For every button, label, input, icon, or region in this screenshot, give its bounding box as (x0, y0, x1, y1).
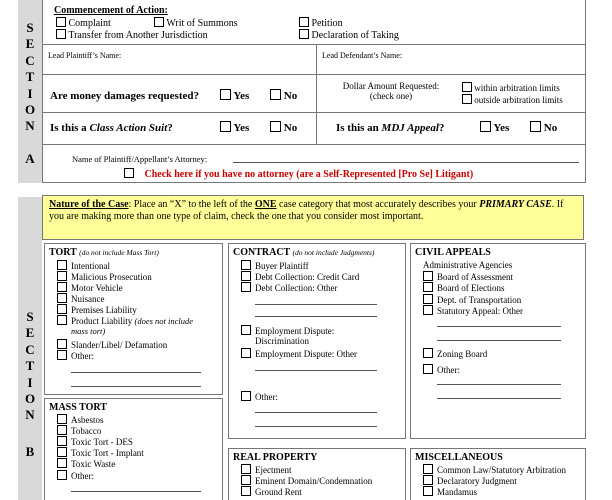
divider (42, 144, 586, 145)
option-transfer[interactable] (56, 29, 208, 41)
civil-appeals-item-zoning[interactable] (423, 348, 487, 360)
mass-tort-panel (44, 398, 223, 500)
miscellaneous-panel (410, 448, 586, 500)
letter-gap (18, 424, 42, 444)
mdj-appeal-question (336, 122, 444, 134)
checkbox[interactable] (241, 325, 251, 335)
checkbox[interactable] (57, 282, 67, 292)
question-emphasis: MDJ Appeal (381, 122, 439, 134)
contract-line[interactable] (255, 426, 377, 427)
checkbox[interactable] (241, 260, 251, 270)
class-action-no-option[interactable] (270, 121, 297, 134)
checkbox[interactable] (56, 17, 66, 27)
item-label: Debt Collection: Other (255, 283, 338, 293)
checkbox[interactable] (57, 470, 67, 480)
mass-tort-item-other[interactable] (57, 470, 94, 482)
letter: C (25, 52, 35, 68)
option-complaint[interactable] (56, 17, 111, 29)
checkbox[interactable] (270, 89, 281, 100)
within-limits-label: within arbitration limits (474, 83, 560, 93)
checkbox[interactable] (57, 458, 67, 468)
checkbox[interactable] (241, 464, 251, 474)
checkbox[interactable] (241, 486, 251, 496)
checkbox[interactable] (57, 425, 67, 435)
civil-appeals-panel (410, 243, 586, 439)
item-label: Eminent Domain/Condemnation (255, 476, 373, 486)
checkbox[interactable] (124, 168, 134, 178)
section-a-sidebar (18, 0, 42, 183)
checkbox[interactable] (57, 414, 67, 424)
item-label: Slander/Libel/ Defamation (71, 340, 168, 350)
nature-emphasis: ONE (254, 199, 277, 210)
option-writ-of-summons[interactable] (154, 17, 238, 29)
item-label: Ground Rent (255, 487, 302, 497)
tort-product-note-cont: mass tort) (71, 326, 106, 336)
checkbox[interactable] (299, 29, 309, 39)
nature-emphasis: PRIMARY CASE (479, 199, 552, 210)
option-label: Writ of Summons (166, 18, 238, 29)
money-yes-option[interactable] (220, 89, 249, 102)
yes-label: Yes (493, 122, 510, 134)
question-mark: ? (167, 122, 173, 134)
checkbox[interactable] (423, 271, 433, 281)
item-label: Statutory Appeal: Other (437, 306, 523, 316)
pro-se-label: Check here if you have no attorney (are a Self-Represented [Pro Se] Litigant) (144, 169, 474, 180)
letter: N (25, 118, 35, 134)
tort-other-line[interactable] (71, 386, 201, 387)
checkbox[interactable] (220, 121, 231, 132)
checkbox[interactable] (270, 121, 281, 132)
divider (316, 74, 317, 112)
nature-text: : Place an “X” to the left of the (128, 199, 255, 210)
yes-label: Yes (233, 90, 250, 102)
within-limits-option[interactable] (462, 82, 560, 93)
checkbox[interactable] (57, 436, 67, 446)
panel-title-text: CONTRACT (233, 247, 291, 258)
item-label: Toxic Tort - Implant (71, 448, 144, 458)
checkbox[interactable] (423, 348, 433, 358)
item-label: Other: (437, 365, 460, 375)
letter-gap (18, 135, 42, 151)
lead-defendant-label: Lead Defendant’s Name: (322, 51, 402, 60)
contract-item[interactable] (241, 282, 337, 294)
item-label: Dept. of Transportation (437, 295, 522, 305)
civil-appeals-title: CIVIL APPEALS (415, 247, 491, 258)
letter: I (27, 85, 33, 101)
commencement-heading: Commencement of Action: (54, 5, 168, 16)
contract-title (233, 247, 374, 258)
mass-tort-other-line[interactable] (71, 491, 201, 492)
item-label: Buyer Plaintiff (255, 261, 309, 271)
contract-line[interactable] (255, 304, 377, 305)
item-label: Declaratory Judgment (437, 476, 517, 486)
checkbox[interactable] (57, 315, 67, 325)
divider (316, 112, 317, 144)
section-a-vertical-label (18, 20, 42, 167)
item-label: Employment Dispute: Other (255, 349, 357, 359)
tort-panel (44, 243, 223, 395)
letter: E (25, 325, 35, 341)
contract-panel (228, 243, 406, 439)
checkbox[interactable] (241, 282, 251, 292)
real-property-title: REAL PROPERTY (233, 452, 318, 463)
divider (42, 44, 586, 45)
nature-text: case category that most accurately describes your (276, 199, 480, 210)
mdj-no-option[interactable] (530, 121, 557, 134)
item-label: Asbestos (71, 415, 104, 425)
letter: I (27, 374, 33, 390)
pro-se-option[interactable] (124, 168, 473, 180)
item-label: Toxic Waste (71, 459, 116, 469)
option-label: Petition (311, 18, 343, 29)
checkbox[interactable] (423, 282, 433, 292)
checkbox[interactable] (462, 94, 472, 104)
tort-other-line[interactable] (71, 372, 201, 373)
contract-line[interactable] (255, 412, 377, 413)
civil-appeals-item[interactable] (423, 305, 523, 317)
checkbox[interactable] (220, 89, 231, 100)
divider (42, 74, 586, 75)
checkbox[interactable] (56, 29, 66, 39)
item-label: Other: (255, 392, 278, 402)
checkbox[interactable] (423, 475, 433, 485)
money-no-option[interactable] (270, 89, 297, 102)
checkbox[interactable] (57, 271, 67, 281)
checkbox[interactable] (57, 350, 67, 360)
contract-line[interactable] (255, 370, 377, 371)
contract-employment-discrimination-cont: Discrimination (255, 336, 309, 346)
checkbox[interactable] (423, 464, 433, 474)
no-label: No (543, 122, 558, 134)
item-label: Other: (71, 351, 94, 361)
item-label: Mandamus (437, 487, 477, 497)
section-b-vertical-label (18, 309, 42, 460)
item-label: Common Law/Statutory Arbitration (437, 465, 566, 475)
checkbox[interactable] (57, 304, 67, 314)
section-b-sidebar (18, 197, 42, 500)
item-label: Intentional (71, 261, 110, 271)
panel-note: (do not include Judgments) (292, 248, 375, 257)
divider (42, 112, 586, 113)
class-action-yes-option[interactable] (220, 121, 249, 134)
checkbox[interactable] (423, 486, 433, 496)
checkbox[interactable] (241, 348, 251, 358)
option-label: Transfer from Another Jurisdiction (68, 30, 208, 41)
letter: B (25, 443, 35, 459)
nature-title: Nature of the Case (49, 199, 129, 210)
nature-of-case-banner (42, 195, 584, 240)
panel-title-text: TORT (49, 247, 77, 258)
item-label: Nuisance (71, 294, 105, 304)
checkbox[interactable] (57, 447, 67, 457)
lead-plaintiff-label: Lead Plaintiff’s Name: (48, 51, 122, 60)
miscellaneous-item[interactable] (423, 486, 477, 498)
checkbox[interactable] (299, 17, 309, 27)
checkbox[interactable] (423, 305, 433, 315)
option-label: Declaration of Taking (311, 30, 399, 41)
question-text: Is this an (336, 122, 382, 134)
civil-appeals-item[interactable] (423, 282, 504, 294)
dollar-amount-label (332, 81, 450, 101)
class-action-question (50, 122, 173, 134)
letter: O (24, 102, 36, 118)
question-emphasis: Class Action Suit (89, 122, 168, 134)
item-label: Other: (71, 471, 94, 481)
checkbox[interactable] (423, 294, 433, 304)
item-label: Ejectment (255, 465, 292, 475)
mdj-yes-option[interactable] (480, 121, 509, 134)
civil-appeals-line[interactable] (437, 340, 561, 341)
no-label: No (283, 90, 298, 102)
checkbox[interactable] (530, 121, 541, 132)
dollar-amount-text: Dollar Amount Requested: (342, 81, 440, 91)
money-damages-question: Are money damages requested? (50, 90, 199, 102)
letter: A (25, 150, 35, 166)
checkbox[interactable] (57, 339, 67, 349)
letter: O (24, 391, 36, 407)
checkbox[interactable] (423, 364, 433, 374)
item-label: Premises Liability (71, 305, 137, 315)
checkbox[interactable] (462, 82, 472, 92)
letter: T (25, 69, 35, 85)
question-text: Is this a (50, 122, 90, 134)
item-label: Employment Dispute: (255, 326, 335, 336)
contract-item-employment-other[interactable] (241, 348, 357, 360)
nature-text: . If you are making more than one type of claim, check the one that you consider most important. (49, 199, 564, 222)
checkbox[interactable] (241, 391, 251, 401)
attorney-input-line[interactable] (233, 162, 579, 163)
no-label: No (283, 122, 298, 134)
civil-appeals-line[interactable] (437, 384, 561, 385)
contract-item-other[interactable] (241, 391, 278, 403)
attorney-label: Name of Plaintiff/Appellant’s Attorney: (72, 154, 208, 164)
civil-appeals-line[interactable] (437, 398, 561, 399)
tort-title (49, 247, 159, 258)
item-label: Product Liability (71, 316, 133, 326)
checkbox[interactable] (154, 17, 164, 27)
letter: E (25, 36, 35, 52)
real-property-item[interactable] (241, 486, 302, 498)
item-label: Debt Collection: Credit Card (255, 272, 360, 282)
checkbox[interactable] (57, 293, 67, 303)
option-declaration-of-taking[interactable] (299, 29, 399, 41)
item-label: Tobacco (71, 426, 102, 436)
yes-label: Yes (233, 122, 250, 134)
civil-appeals-item-other[interactable] (423, 364, 460, 376)
question-mark: ? (438, 122, 445, 134)
checkbox[interactable] (57, 260, 67, 270)
letter: N (25, 407, 35, 423)
civil-appeals-line[interactable] (437, 326, 561, 327)
letter: T (25, 358, 35, 374)
divider (316, 44, 317, 74)
check-one-text: (check one) (369, 91, 413, 101)
item-note: (does not include (134, 316, 194, 326)
mass-tort-title: MASS TORT (49, 402, 107, 413)
letter: C (25, 341, 35, 357)
mass-tort-item[interactable] (57, 458, 115, 470)
item-label: Board of Elections (437, 283, 505, 293)
civil-appeals-subtitle: Administrative Agencies (423, 260, 513, 270)
outside-limits-option[interactable] (462, 94, 563, 105)
letter: S (26, 20, 34, 35)
item-label: Malicious Prosecution (71, 272, 152, 282)
item-label: Board of Assessment (437, 272, 513, 282)
item-label: Zoning Board (437, 349, 488, 359)
item-label: Toxic Tort - DES (71, 437, 133, 447)
checkbox[interactable] (241, 475, 251, 485)
letter: S (26, 309, 34, 324)
item-label: Motor Vehicle (71, 283, 123, 293)
panel-note: (do not include Mass Tort) (79, 248, 159, 257)
checkbox[interactable] (241, 271, 251, 281)
outside-limits-label: outside arbitration limits (474, 95, 563, 105)
checkbox[interactable] (480, 121, 491, 132)
miscellaneous-title: MISCELLANEOUS (415, 452, 503, 463)
contract-line[interactable] (255, 316, 377, 317)
real-property-panel (228, 448, 406, 500)
tort-item-other[interactable] (57, 350, 94, 362)
option-label: Complaint (68, 18, 111, 29)
option-petition[interactable] (299, 17, 343, 29)
